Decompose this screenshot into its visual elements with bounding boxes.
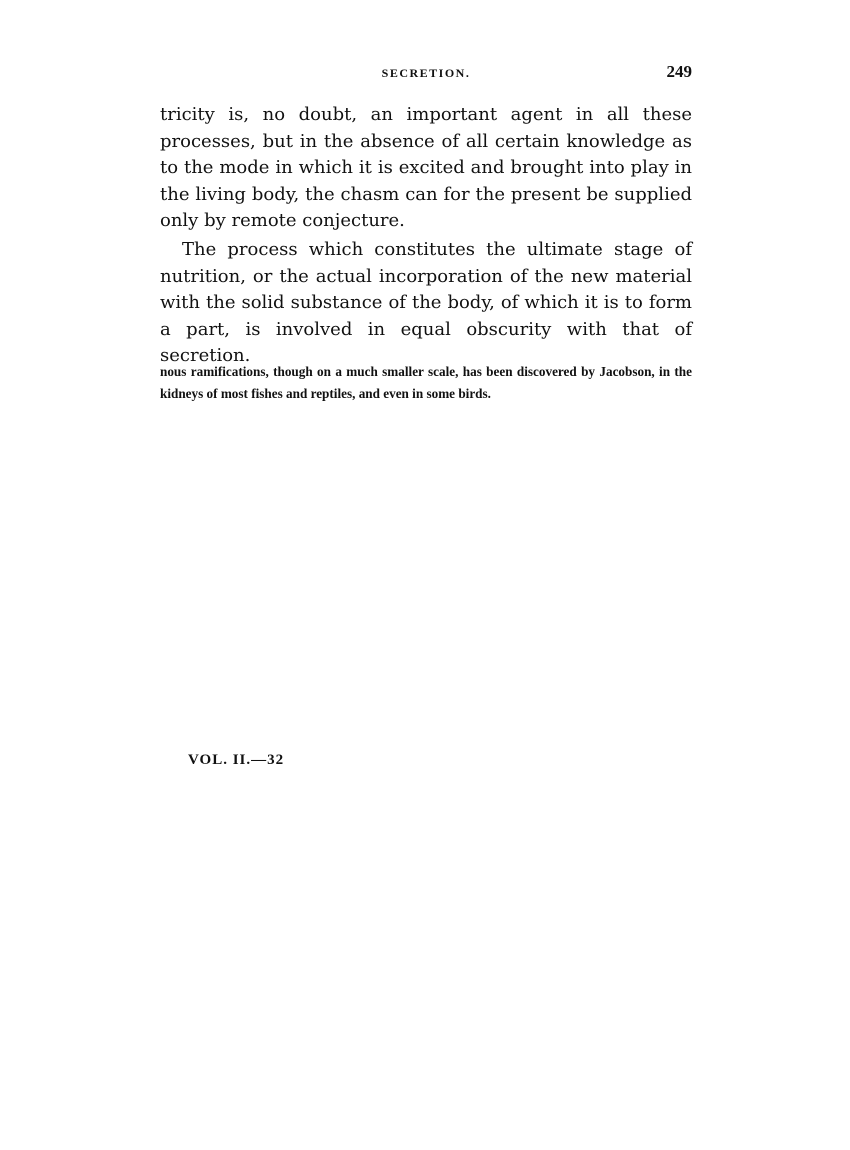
body-text bbox=[160, 102, 692, 370]
running-head bbox=[160, 62, 692, 86]
running-title: SECRETION. bbox=[381, 66, 471, 80]
page-number: 249 bbox=[666, 62, 692, 81]
signature-mark: VOL. II.—32 bbox=[188, 752, 285, 768]
paragraph-2: The process which constitutes the ultimate stage of nutrition, or the actual incorporation of the new material with the solid substance of the body, of which it is to form a part, is involved in equal obscurity with that of secretion. bbox=[160, 238, 692, 367]
footnote: nous ramifications, though on a much smaller scale, has been discovered by Jacobson, in the kidneys of most fishes and reptiles, and even in some birds. bbox=[160, 364, 692, 401]
paragraph-1: tricity is, no doubt, an important agent in all these processes, but in the absence of all certain knowledge as to the mode in which it is excited and brought into play in the living body, the chasm can for the present be supplied only by remote conjecture. bbox=[160, 104, 692, 232]
